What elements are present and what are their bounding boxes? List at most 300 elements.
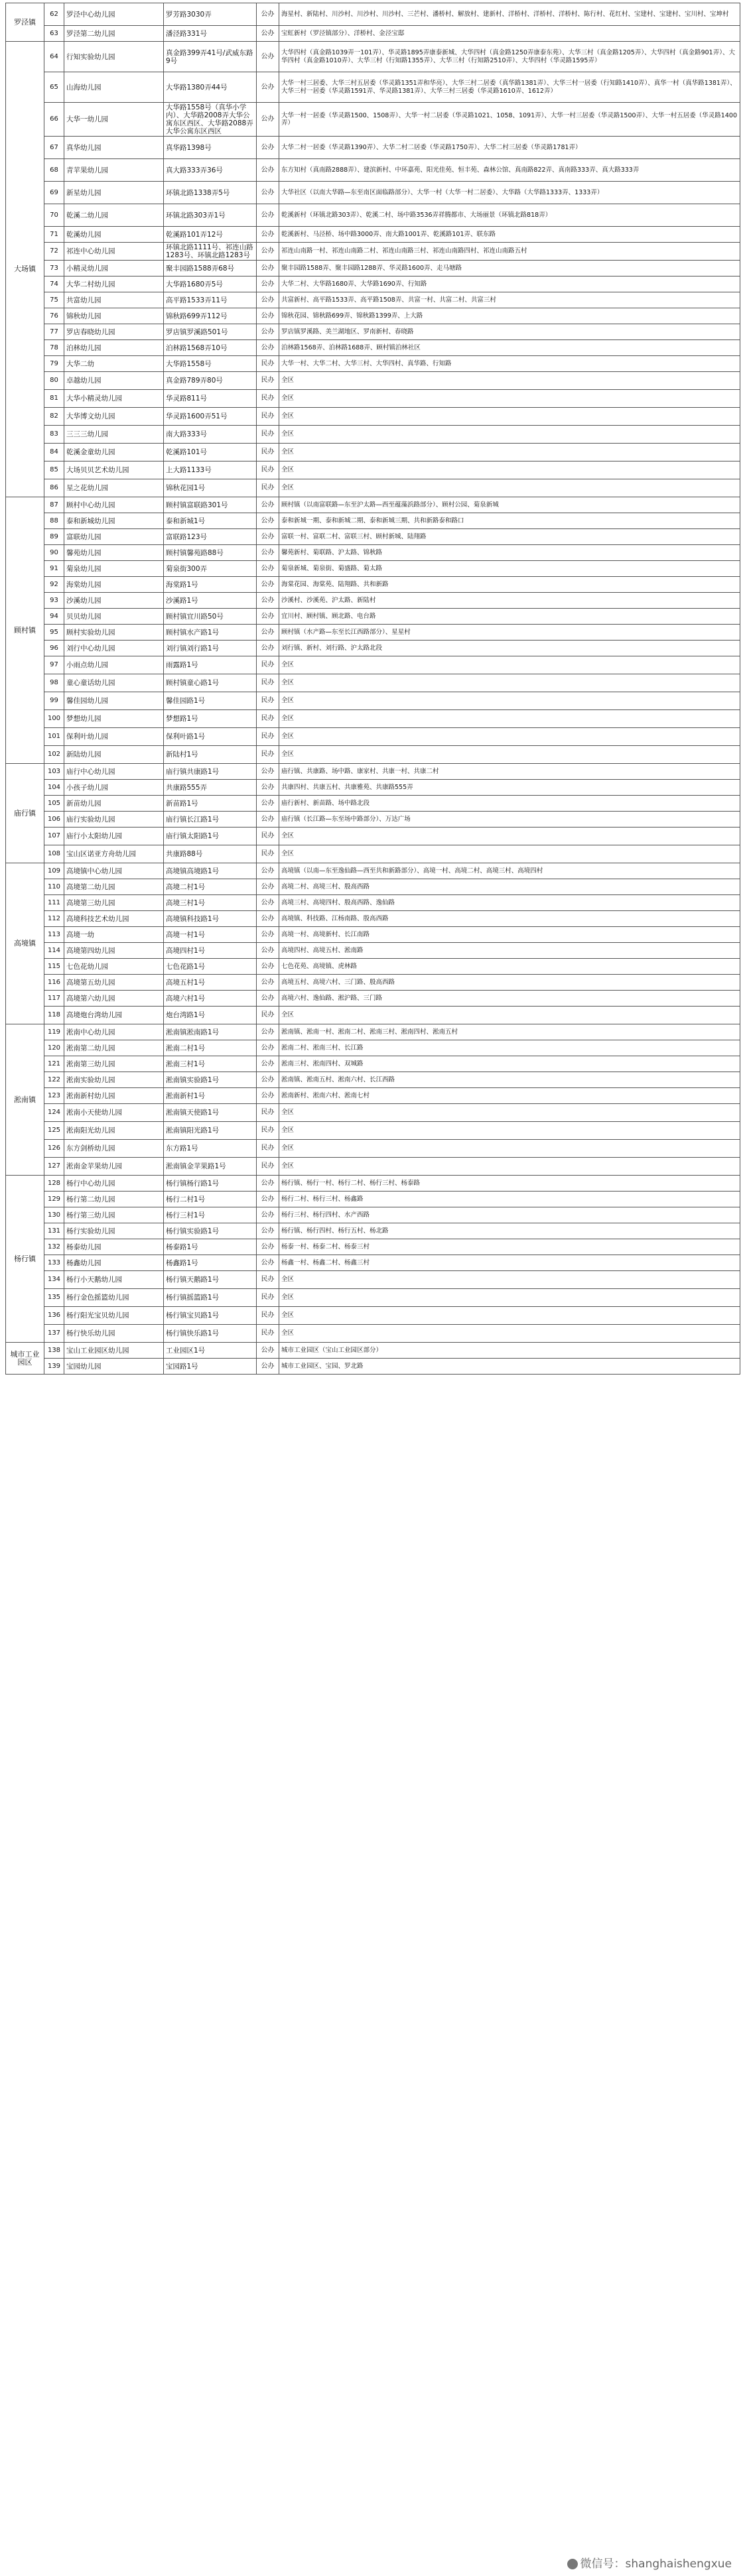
school-address-cell: 共康路555弄 <box>164 780 257 796</box>
school-name-cell: 乾溪金童幼儿园 <box>64 444 164 461</box>
school-address-cell: 潘泾路331号 <box>164 26 257 42</box>
enrollment-area-cell: 顾村镇（水产路—东至长江西路部分）、星星村 <box>279 625 740 641</box>
school-type-cell: 民办 <box>257 390 279 408</box>
table-row <box>6 1072 740 1088</box>
enrollment-area-cell: 海星村、新陆村、川沙村、川沙村、川沙村、三芒村、潘桥村、解放村、建新村、洋桥村、洋桥村、洋桥村、陈行村、花红村、宝建村、宝建村、宝川村、宝坤村 <box>279 3 740 26</box>
row-number-cell: 93 <box>44 593 64 609</box>
row-number-cell: 136 <box>44 1307 64 1325</box>
school-type-cell: 公办 <box>257 975 279 991</box>
school-type-cell: 公办 <box>257 1343 279 1359</box>
school-name-cell: 童心童话幼儿园 <box>64 674 164 692</box>
school-name-cell: 高境镇中心幼儿园 <box>64 863 164 879</box>
school-address-cell: 顾村镇水产路1号 <box>164 625 257 641</box>
school-address-cell: 东方路1号 <box>164 1140 257 1158</box>
enrollment-area-cell: 全区 <box>279 372 740 390</box>
row-number-cell: 108 <box>44 845 64 863</box>
enrollment-area-cell: 杨行二村、杨行三村、杨鑫路 <box>279 1192 740 1207</box>
enrollment-area-cell: 全区 <box>279 1140 740 1158</box>
row-number-cell: 138 <box>44 1343 64 1359</box>
school-name-cell: 锦秋幼儿园 <box>64 308 164 324</box>
school-name-cell: 淞南第二幼儿园 <box>64 1040 164 1056</box>
table-row <box>6 943 740 959</box>
enrollment-area-cell: 共康四村、共康五村、共康雅苑、共康路555弄 <box>279 780 740 796</box>
enrollment-area-cell: 全区 <box>279 461 740 479</box>
table-row <box>6 461 740 479</box>
enrollment-area-cell: 大华二村一居委（华灵路1390弄）、大华二村二居委（华灵路1750弄）、大华二村三居委（华灵路1781弄） <box>279 137 740 159</box>
school-name-cell: 泰和新城幼儿园 <box>64 513 164 529</box>
school-address-cell: 共康路88号 <box>164 845 257 863</box>
table-row <box>6 828 740 845</box>
table-row <box>6 372 740 390</box>
table-row <box>6 641 740 656</box>
enrollment-area-cell: 高境二村、高境三村、殷高西路 <box>279 879 740 895</box>
school-type-cell: 民办 <box>257 746 279 764</box>
school-name-cell: 山海幼儿园 <box>64 72 164 103</box>
watermark-text: 微信号：shanghaishengxue <box>580 2557 732 2571</box>
table-row <box>6 911 740 927</box>
school-type-cell: 公办 <box>257 959 279 975</box>
enrollment-area-cell: 庙行新村、新苗路、场中路北段 <box>279 796 740 812</box>
school-name-cell: 淞南新村幼儿园 <box>64 1088 164 1104</box>
school-name-cell: 淞南阳光幼儿园 <box>64 1122 164 1140</box>
school-name-cell: 杨行阳光宝贝幼儿园 <box>64 1307 164 1325</box>
enrollment-area-cell: 泰和新城一期、泰和新城二期、泰和新城三期、共和新路泰和路口 <box>279 513 740 529</box>
table-row <box>6 204 740 227</box>
school-address-cell: 聚丰园路1588弄68号 <box>164 261 257 276</box>
row-number-cell: 69 <box>44 182 64 204</box>
table-row <box>6 3 740 26</box>
school-name-cell: 共富幼儿园 <box>64 292 164 308</box>
row-number-cell: 82 <box>44 408 64 426</box>
school-address-cell: 高境镇高境路1号 <box>164 863 257 879</box>
enrollment-area-cell: 杨行镇、杨行四村、杨行五村、杨北路 <box>279 1223 740 1239</box>
table-row <box>6 103 740 137</box>
school-address-cell: 顾村镇童心路1号 <box>164 674 257 692</box>
school-address-cell: 乾溪路101号 <box>164 444 257 461</box>
school-address-cell: 真大路333弄36号 <box>164 159 257 182</box>
school-type-cell: 民办 <box>257 1140 279 1158</box>
row-number-cell: 121 <box>44 1056 64 1072</box>
school-type-cell: 公办 <box>257 1040 279 1056</box>
school-type-cell: 民办 <box>257 728 279 746</box>
school-name-cell: 罗店春晓幼儿园 <box>64 324 164 340</box>
table-row <box>6 609 740 625</box>
enrollment-area-cell: 高境四村、高境五村、淞南路 <box>279 943 740 959</box>
school-type-cell: 公办 <box>257 879 279 895</box>
school-address-cell: 高境镇科技路1号 <box>164 911 257 927</box>
enrollment-area-cell: 大华二村、大华路1680弄、大华路1690弄、行知路 <box>279 276 740 292</box>
school-type-cell: 公办 <box>257 561 279 577</box>
enrollment-area-cell: 大华一村、大华二村、大华三村、大华四村、真华路、行知路 <box>279 356 740 372</box>
table-row <box>6 1024 740 1040</box>
school-type-cell: 民办 <box>257 845 279 863</box>
table-row <box>6 561 740 577</box>
school-address-cell: 馨佳园路1号 <box>164 692 257 710</box>
row-number-cell: 91 <box>44 561 64 577</box>
table-row <box>6 426 740 444</box>
school-type-cell: 公办 <box>257 1223 279 1239</box>
school-name-cell: 庙行实验幼儿园 <box>64 812 164 828</box>
row-number-cell: 77 <box>44 324 64 340</box>
school-name-cell: 行知实验幼儿园 <box>64 42 164 72</box>
table-row <box>6 1207 740 1223</box>
row-number-cell: 109 <box>44 863 64 879</box>
school-address-cell: 大华路1558号 <box>164 356 257 372</box>
enrollment-area-cell: 大华一村一居委（华灵路1500、1508弄）、大华一村二居委（华灵路1021、1058、1091弄）、大华一村三居委（华灵路1500弄）、大华一村五居委（华灵路1400弄） <box>279 103 740 137</box>
school-name-cell: 罗泾第二幼儿园 <box>64 26 164 42</box>
table-row <box>6 182 740 204</box>
school-type-cell: 公办 <box>257 1072 279 1088</box>
school-address-cell: 七色花路1号 <box>164 959 257 975</box>
row-number-cell: 123 <box>44 1088 64 1104</box>
row-number-cell: 94 <box>44 609 64 625</box>
school-name-cell: 青苹果幼儿园 <box>64 159 164 182</box>
table-row <box>6 1176 740 1192</box>
enrollment-area-cell: 全区 <box>279 426 740 444</box>
row-number-cell: 71 <box>44 227 64 243</box>
school-address-cell: 杨鑫路1号 <box>164 1255 257 1271</box>
school-name-cell: 淞南中心幼儿园 <box>64 1024 164 1040</box>
enrollment-table-sheet <box>5 3 740 1375</box>
school-name-cell: 大华一幼儿园 <box>64 103 164 137</box>
row-number-cell: 131 <box>44 1223 64 1239</box>
table-row <box>6 513 740 529</box>
school-type-cell: 公办 <box>257 340 279 356</box>
table-row <box>6 408 740 426</box>
school-address-cell: 杨行镇快乐路1号 <box>164 1325 257 1343</box>
school-address-cell: 大华路1558号（真华小学内）、大华路2008弄大华公寓东区西区、大华路2088弄大华公寓东区西区 <box>164 103 257 137</box>
table-row <box>6 26 740 42</box>
table-row <box>6 1104 740 1122</box>
row-number-cell: 85 <box>44 461 64 479</box>
school-name-cell: 杨泰幼儿园 <box>64 1239 164 1255</box>
enrollment-area-cell: 大华一村三居委、大华三村五居委（华灵路1351弄和华亮）、大华三村二居委（真华路1381弄）、大华三村一居委（行知路1410弄）、真华一村（真华路1381弄）、大华三村一居委（华灵路1591弄、华灵路1381弄）、大华三村三居委（华灵路1610弄、1612弄） <box>279 72 740 103</box>
enrollment-area-cell: 全区 <box>279 1325 740 1343</box>
enrollment-area-cell: 宜川村、顾村镇、顾北路、电台路 <box>279 609 740 625</box>
table-row <box>6 1122 740 1140</box>
school-name-cell: 高境第二幼儿园 <box>64 879 164 895</box>
enrollment-area-cell: 淞南二村、淞南三村、长江路 <box>279 1040 740 1056</box>
table-row <box>6 764 740 780</box>
school-name-cell: 大华二幼 <box>64 356 164 372</box>
enrollment-area-cell: 庙行镇（长江路—东至场中路部分）、万达广场 <box>279 812 740 828</box>
school-name-cell: 卓越幼儿园 <box>64 372 164 390</box>
school-name-cell: 杨行快乐幼儿园 <box>64 1325 164 1343</box>
school-address-cell: 高境五村1号 <box>164 975 257 991</box>
school-name-cell: 淞南小天使幼儿园 <box>64 1104 164 1122</box>
table-row <box>6 137 740 159</box>
school-type-cell: 公办 <box>257 1255 279 1271</box>
school-name-cell: 贝贝幼儿园 <box>64 609 164 625</box>
row-number-cell: 118 <box>44 1007 64 1024</box>
school-address-cell: 庙行镇长江路1号 <box>164 812 257 828</box>
school-name-cell: 庙行小太阳幼儿园 <box>64 828 164 845</box>
table-row <box>6 812 740 828</box>
school-address-cell: 庙行镇共康路1号 <box>164 764 257 780</box>
row-number-cell: 126 <box>44 1140 64 1158</box>
row-number-cell: 128 <box>44 1176 64 1192</box>
row-number-cell: 102 <box>44 746 64 764</box>
enrollment-area-cell: 全区 <box>279 1104 740 1122</box>
row-number-cell: 75 <box>44 292 64 308</box>
enrollment-area-cell: 海棠花园、海棠苑、陆翔路、共和新路 <box>279 577 740 593</box>
school-address-cell: 淞南镇阳光路1号 <box>164 1122 257 1140</box>
table-row <box>6 1359 740 1375</box>
row-number-cell: 81 <box>44 390 64 408</box>
row-number-cell: 116 <box>44 975 64 991</box>
school-name-cell: 小雨点幼儿园 <box>64 656 164 674</box>
row-number-cell: 72 <box>44 243 64 261</box>
school-type-cell: 民办 <box>257 1158 279 1176</box>
table-row <box>6 927 740 943</box>
enrollment-area-cell: 全区 <box>279 674 740 692</box>
table-row <box>6 845 740 863</box>
row-number-cell: 74 <box>44 276 64 292</box>
enrollment-area-cell: 刘行镇、新村、刘行路、沪太路北段 <box>279 641 740 656</box>
table-row <box>6 545 740 561</box>
school-name-cell: 杨行第二幼儿园 <box>64 1192 164 1207</box>
school-type-cell: 民办 <box>257 444 279 461</box>
school-address-cell: 真金路399弄41号/武威东路9号 <box>164 42 257 72</box>
school-name-cell: 罗泾中心幼儿园 <box>64 3 164 26</box>
school-type-cell: 公办 <box>257 182 279 204</box>
row-number-cell: 115 <box>44 959 64 975</box>
enrollment-area-cell: 杨鑫一村、杨鑫二村、杨鑫三村 <box>279 1255 740 1271</box>
school-name-cell: 高境第三幼儿园 <box>64 895 164 911</box>
enrollment-area-cell: 聚丰园路1588弄、聚丰园路1288弄、华灵路1600弄、走马塘路 <box>279 261 740 276</box>
table-row <box>6 276 740 292</box>
enrollment-area-cell: 全区 <box>279 710 740 728</box>
enrollment-area-cell: 沙溪村、沙溪苑、沪太路、新陆村 <box>279 593 740 609</box>
school-type-cell: 公办 <box>257 764 279 780</box>
table-row <box>6 159 740 182</box>
row-number-cell: 95 <box>44 625 64 641</box>
school-type-cell: 公办 <box>257 276 279 292</box>
school-type-cell: 公办 <box>257 26 279 42</box>
row-number-cell: 112 <box>44 911 64 927</box>
table-row <box>6 593 740 609</box>
row-number-cell: 98 <box>44 674 64 692</box>
table-row <box>6 479 740 497</box>
row-number-cell: 139 <box>44 1359 64 1375</box>
table-row <box>6 1239 740 1255</box>
school-name-cell: 大华博文幼儿园 <box>64 408 164 426</box>
enrollment-area-cell: 全区 <box>279 1007 740 1024</box>
row-number-cell: 132 <box>44 1239 64 1255</box>
school-name-cell: 淞南第三幼儿园 <box>64 1056 164 1072</box>
school-address-cell: 高境二村1号 <box>164 879 257 895</box>
table-row <box>6 72 740 103</box>
school-name-cell: 杨行小天鹅幼儿园 <box>64 1271 164 1289</box>
school-type-cell: 民办 <box>257 372 279 390</box>
table-row <box>6 728 740 746</box>
school-name-cell: 高境炮台湾幼儿园 <box>64 1007 164 1024</box>
school-address-cell: 刘行镇刘行路1号 <box>164 641 257 656</box>
school-address-cell: 环镇北路1111号、祁连山路1283号、环镇北路1283号 <box>164 243 257 261</box>
school-address-cell: 罗店镇罗溪路501号 <box>164 324 257 340</box>
table-row <box>6 529 740 545</box>
row-number-cell: 105 <box>44 796 64 812</box>
school-type-cell: 公办 <box>257 911 279 927</box>
enrollment-area-cell: 全区 <box>279 692 740 710</box>
school-type-cell: 公办 <box>257 3 279 26</box>
row-number-cell: 133 <box>44 1255 64 1271</box>
enrollment-area-cell: 高境一村、高境新村、长江南路 <box>279 927 740 943</box>
row-number-cell: 113 <box>44 927 64 943</box>
row-number-cell: 99 <box>44 692 64 710</box>
row-number-cell: 90 <box>44 545 64 561</box>
school-address-cell: 富联路123号 <box>164 529 257 545</box>
enrollment-area-cell: 全区 <box>279 746 740 764</box>
school-address-cell: 淞南镇实验路1号 <box>164 1072 257 1088</box>
enrollment-area-cell: 乾溪新村、马泾桥、场中路3000弄、南大路1001弄、乾溪路101弄、联东路 <box>279 227 740 243</box>
enrollment-area-cell: 淞南镇、淞南五村、淞南六村、长江西路 <box>279 1072 740 1088</box>
table-row <box>6 692 740 710</box>
table-row <box>6 577 740 593</box>
school-type-cell: 公办 <box>257 1088 279 1104</box>
school-name-cell: 梦想幼儿园 <box>64 710 164 728</box>
enrollment-area-cell: 杨泰一村、杨泰二村、杨泰三村 <box>279 1239 740 1255</box>
enrollment-area-cell: 乾溪新村（环镇北路303弄）、乾溪二村、场中路3536弄祥腾都市、大场丽景（环镇北路818弄） <box>279 204 740 227</box>
enrollment-area-cell: 高境六村、逸仙路、淞沪路、三门路 <box>279 991 740 1007</box>
row-number-cell: 119 <box>44 1024 64 1040</box>
row-number-cell: 67 <box>44 137 64 159</box>
school-type-cell: 公办 <box>257 577 279 593</box>
school-type-cell: 民办 <box>257 1271 279 1289</box>
school-type-cell: 民办 <box>257 692 279 710</box>
school-address-cell: 工业园区1号 <box>164 1343 257 1359</box>
school-type-cell: 公办 <box>257 593 279 609</box>
school-address-cell: 宝园路1号 <box>164 1359 257 1375</box>
school-address-cell: 锦秋花园1号 <box>164 479 257 497</box>
table-row <box>6 1158 740 1176</box>
row-number-cell: 117 <box>44 991 64 1007</box>
school-address-cell: 杨行镇实验路1号 <box>164 1223 257 1239</box>
row-number-cell: 68 <box>44 159 64 182</box>
school-address-cell: 华灵路1600弄51号 <box>164 408 257 426</box>
school-name-cell: 杨行实验幼儿园 <box>64 1223 164 1239</box>
school-name-cell: 真华幼儿园 <box>64 137 164 159</box>
enrollment-area-cell: 杨行镇、杨行一村、杨行二村、杨行三村、杨泰路 <box>279 1176 740 1192</box>
school-type-cell: 民办 <box>257 710 279 728</box>
school-name-cell: 淞南实验幼儿园 <box>64 1072 164 1088</box>
town-cell: 顾村镇 <box>6 497 44 764</box>
table-row <box>6 1007 740 1024</box>
enrollment-area-cell: 共富新村、高平路1533弄、高平路1508弄、共富一村、共富二村、共富三村 <box>279 292 740 308</box>
row-number-cell: 137 <box>44 1325 64 1343</box>
row-number-cell: 129 <box>44 1192 64 1207</box>
table-row <box>6 863 740 879</box>
row-number-cell: 107 <box>44 828 64 845</box>
school-name-cell: 大华小精灵幼儿园 <box>64 390 164 408</box>
enrollment-area-cell: 宝虹新村（罗泾镇部分）、洋桥村、金泾宝邸 <box>279 26 740 42</box>
school-address-cell: 杨行镇摇篮路1号 <box>164 1289 257 1307</box>
school-address-cell: 环镇北路1338弄5号 <box>164 182 257 204</box>
school-type-cell: 民办 <box>257 408 279 426</box>
school-name-cell: 馨苑幼儿园 <box>64 545 164 561</box>
table-row <box>6 991 740 1007</box>
school-type-cell: 公办 <box>257 625 279 641</box>
table-row <box>6 1040 740 1056</box>
school-name-cell: 祁连中心幼儿园 <box>64 243 164 261</box>
school-name-cell: 刘行中心幼儿园 <box>64 641 164 656</box>
town-cell: 大场镇 <box>6 42 44 497</box>
school-address-cell: 大华路1680弄5号 <box>164 276 257 292</box>
row-number-cell: 100 <box>44 710 64 728</box>
enrollment-area-cell: 顾村镇（以南富联路—东至沪太路—西至蕴藻浜路部分）、顾村公园、菊泉新城 <box>279 497 740 513</box>
school-name-cell: 高境科技艺术幼儿园 <box>64 911 164 927</box>
school-name-cell: 三三三幼儿园 <box>64 426 164 444</box>
enrollment-area-cell: 全区 <box>279 1289 740 1307</box>
enrollment-area-cell: 大华四村（真金路1039弄一101弄）、华灵路1895弄康泰新城、大华四村（真金路1250弄康泰东苑）、大华三村（真金路1205弄）、大华四村（真金路901弄）、大华四村（真金路1010弄）、大华三村（行知路1355弄）、大华三村（行知路2510弄）、大华四村（华灵路1595弄） <box>279 42 740 72</box>
school-name-cell: 保利叶幼儿园 <box>64 728 164 746</box>
school-type-cell: 公办 <box>257 103 279 137</box>
enrollment-area-cell: 全区 <box>279 1271 740 1289</box>
school-type-cell: 公办 <box>257 780 279 796</box>
enrollment-area-cell: 大华社区（以南大华路—东至南区面临路部分）、大华一村（大华一村二居委）、大华路（大华路1333弄、1333弄） <box>279 182 740 204</box>
table-row <box>6 975 740 991</box>
table-row <box>6 895 740 911</box>
table-row <box>6 959 740 975</box>
school-address-cell: 上大路1133号 <box>164 461 257 479</box>
table-row <box>6 324 740 340</box>
row-number-cell: 111 <box>44 895 64 911</box>
school-address-cell: 庙行镇太阳路1号 <box>164 828 257 845</box>
enrollment-area-cell: 高境镇、科技路、江杨南路、殷高西路 <box>279 911 740 927</box>
table-row <box>6 356 740 372</box>
school-type-cell: 公办 <box>257 42 279 72</box>
school-name-cell: 星之花幼儿园 <box>64 479 164 497</box>
school-type-cell: 公办 <box>257 863 279 879</box>
enrollment-area-cell: 全区 <box>279 444 740 461</box>
school-address-cell: 杨行镇杨行路1号 <box>164 1176 257 1192</box>
school-type-cell: 民办 <box>257 479 279 497</box>
row-number-cell: 76 <box>44 308 64 324</box>
school-type-cell: 公办 <box>257 1192 279 1207</box>
school-name-cell: 乾溪二幼儿园 <box>64 204 164 227</box>
school-type-cell: 公办 <box>257 1056 279 1072</box>
enrollment-area-cell: 东方知村（真南路2888弄）、建滨新村、中环嘉苑、阳光佳苑、恒丰苑、森林公馆、真南路822弄、真南路333弄、真大路333弄 <box>279 159 740 182</box>
school-name-cell: 高境第五幼儿园 <box>64 975 164 991</box>
school-type-cell: 公办 <box>257 1239 279 1255</box>
enrollment-area-cell: 全区 <box>279 1307 740 1325</box>
school-type-cell: 公办 <box>257 1024 279 1040</box>
school-address-cell: 高境四村1号 <box>164 943 257 959</box>
table-row <box>6 746 740 764</box>
enrollment-area-cell: 全区 <box>279 1122 740 1140</box>
school-name-cell: 乾溪幼儿园 <box>64 227 164 243</box>
enrollment-area-cell: 淞南三村、淞南四村、双城路 <box>279 1056 740 1072</box>
table-row <box>6 625 740 641</box>
school-address-cell: 泰和新城1号 <box>164 513 257 529</box>
row-number-cell: 101 <box>44 728 64 746</box>
row-number-cell: 88 <box>44 513 64 529</box>
enrollment-area-cell: 高境三村、高境四村、殷高西路、逸仙路 <box>279 895 740 911</box>
school-address-cell: 淞南新村1号 <box>164 1088 257 1104</box>
school-name-cell: 淞南金苹果幼儿园 <box>64 1158 164 1176</box>
enrollment-area-cell: 城市工业园区、宝园、罗北路 <box>279 1359 740 1375</box>
school-type-cell: 公办 <box>257 513 279 529</box>
table-row <box>6 340 740 356</box>
school-address-cell: 杨行镇天鹅路1号 <box>164 1271 257 1289</box>
school-address-cell: 雨露路1号 <box>164 656 257 674</box>
school-name-cell: 馨佳园幼儿园 <box>64 692 164 710</box>
school-type-cell: 公办 <box>257 1359 279 1375</box>
school-address-cell: 沙溪路1号 <box>164 593 257 609</box>
table-row <box>6 308 740 324</box>
row-number-cell: 103 <box>44 764 64 780</box>
school-name-cell: 杨鑫幼儿园 <box>64 1255 164 1271</box>
